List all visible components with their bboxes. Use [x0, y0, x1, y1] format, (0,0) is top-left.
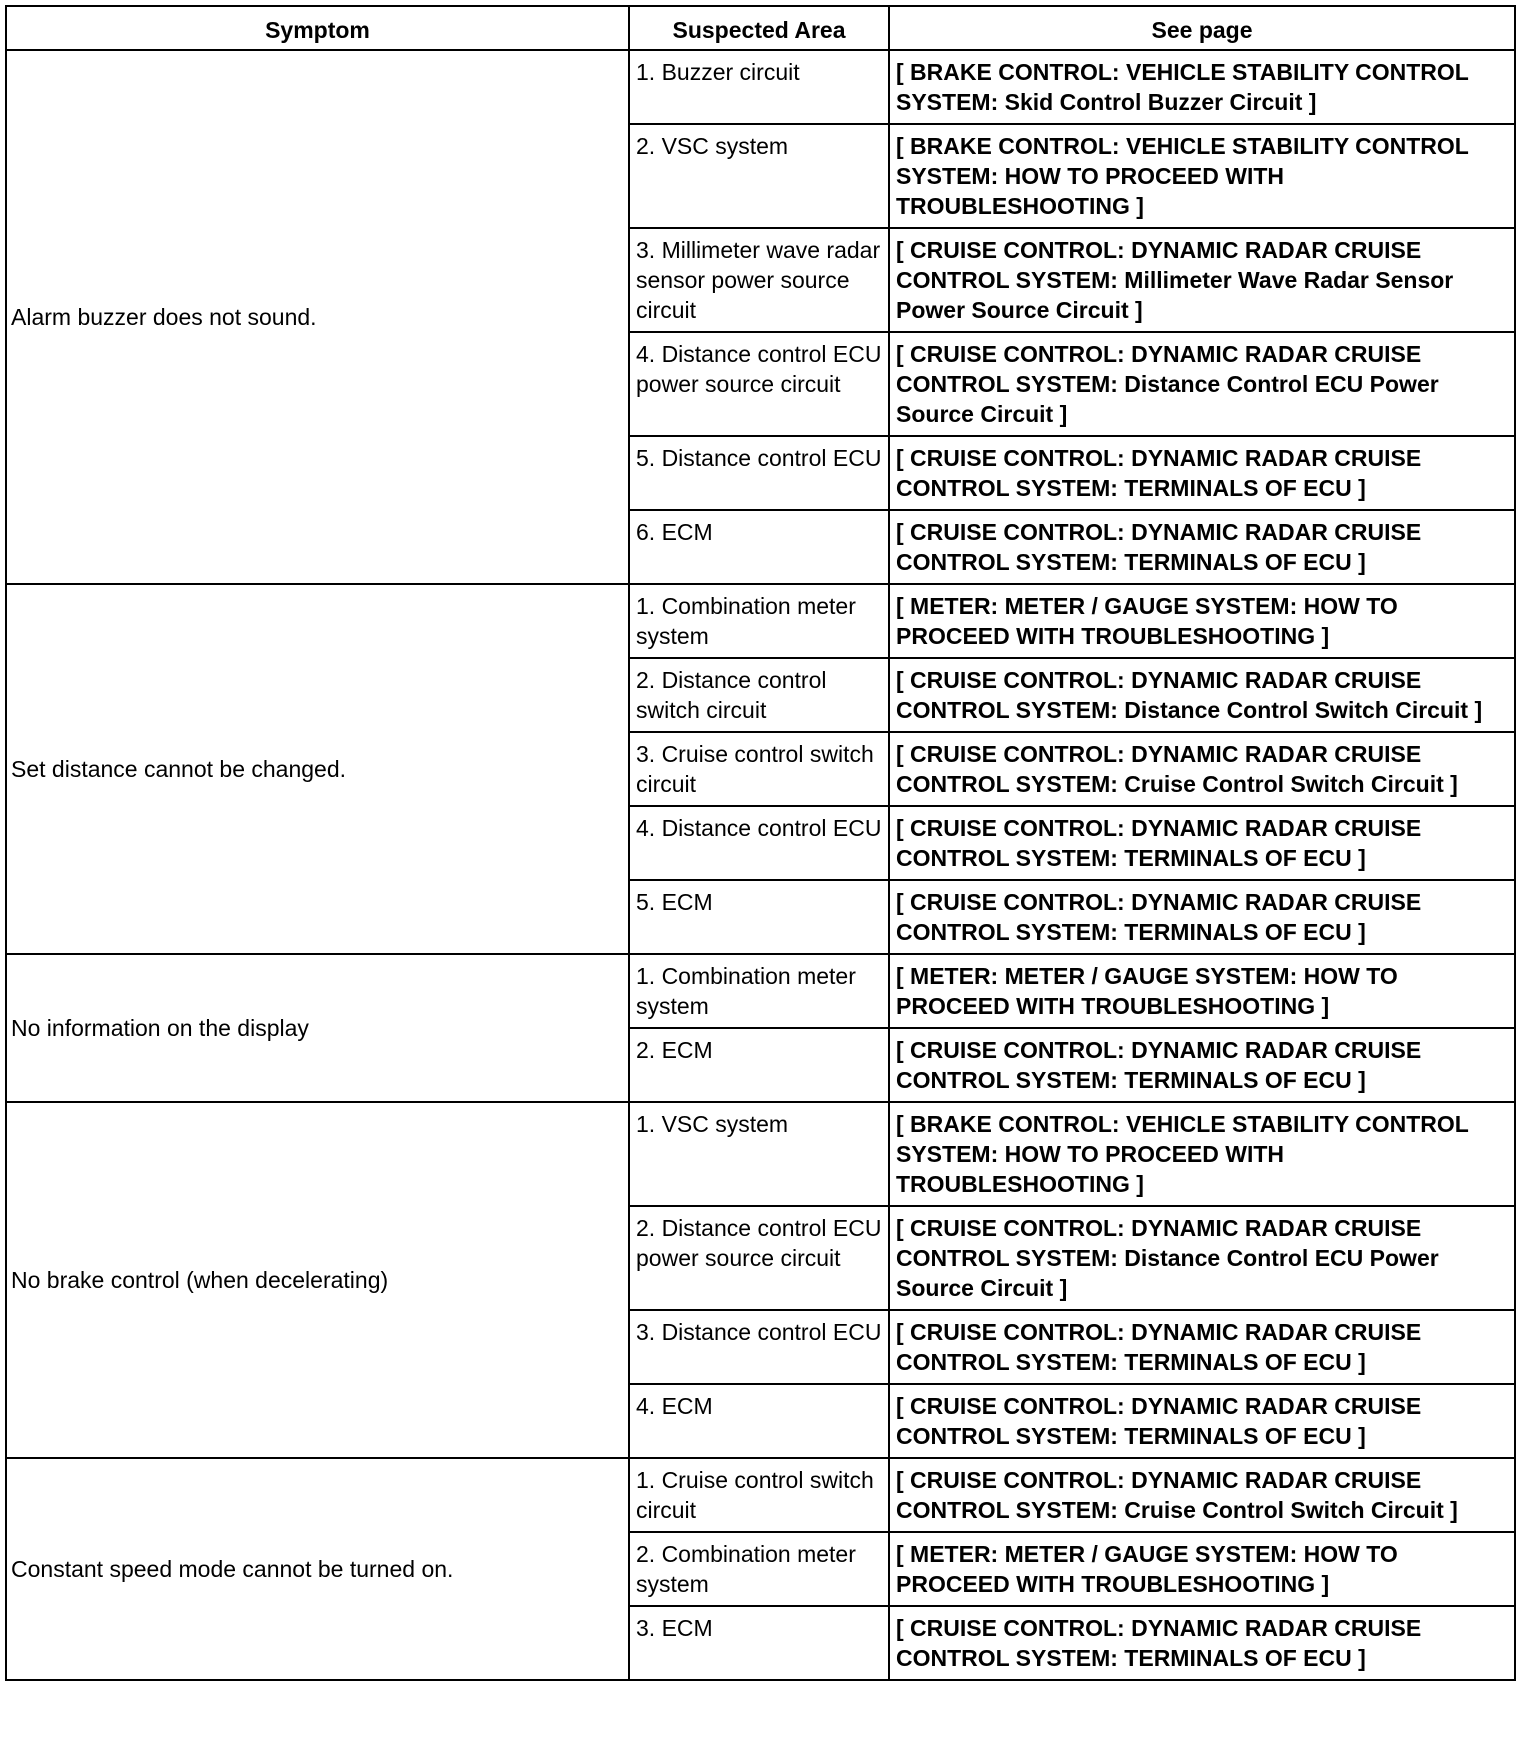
see-page-cell: [ BRAKE CONTROL: VEHICLE STABILITY CONTROL SYSTEM: HOW TO PROCEED WITH TROUBLESHOOTING ] [889, 124, 1515, 228]
suspected-area-cell: 1. Combination meter system [629, 584, 889, 658]
see-page-cell: [ CRUISE CONTROL: DYNAMIC RADAR CRUISE CONTROL SYSTEM: TERMINALS OF ECU ] [889, 1310, 1515, 1384]
suspected-area-cell: 3. ECM [629, 1606, 889, 1680]
header-suspected-area: Suspected Area [629, 6, 889, 50]
suspected-area-cell: 2. Distance control ECU power source circuit [629, 1206, 889, 1310]
table-row [6, 1458, 1515, 1532]
suspected-area-cell: 3. Cruise control switch circuit [629, 732, 889, 806]
symptom-cell: No information on the display [6, 954, 629, 1102]
header-row [6, 6, 1515, 50]
see-page-cell: [ CRUISE CONTROL: DYNAMIC RADAR CRUISE CONTROL SYSTEM: Distance Control ECU Power Source Circuit ] [889, 332, 1515, 436]
see-page-cell: [ CRUISE CONTROL: DYNAMIC RADAR CRUISE CONTROL SYSTEM: TERMINALS OF ECU ] [889, 436, 1515, 510]
suspected-area-cell: 2. Distance control switch circuit [629, 658, 889, 732]
see-page-cell: [ CRUISE CONTROL: DYNAMIC RADAR CRUISE CONTROL SYSTEM: Distance Control Switch Circuit ] [889, 658, 1515, 732]
table-row [6, 584, 1515, 658]
see-page-cell: [ CRUISE CONTROL: DYNAMIC RADAR CRUISE CONTROL SYSTEM: TERMINALS OF ECU ] [889, 1606, 1515, 1680]
header-symptom: Symptom [6, 6, 629, 50]
suspected-area-cell: 1. VSC system [629, 1102, 889, 1206]
suspected-area-cell: 1. Combination meter system [629, 954, 889, 1028]
suspected-area-cell: 2. Combination meter system [629, 1532, 889, 1606]
see-page-cell: [ CRUISE CONTROL: DYNAMIC RADAR CRUISE CONTROL SYSTEM: Cruise Control Switch Circuit ] [889, 1458, 1515, 1532]
document-page [5, 5, 1514, 1681]
symptom-cell: No brake control (when decelerating) [6, 1102, 629, 1458]
see-page-cell: [ CRUISE CONTROL: DYNAMIC RADAR CRUISE CONTROL SYSTEM: TERMINALS OF ECU ] [889, 880, 1515, 954]
suspected-area-cell: 5. Distance control ECU [629, 436, 889, 510]
suspected-area-cell: 4. ECM [629, 1384, 889, 1458]
see-page-cell: [ CRUISE CONTROL: DYNAMIC RADAR CRUISE CONTROL SYSTEM: Cruise Control Switch Circuit ] [889, 732, 1515, 806]
suspected-area-cell: 3. Distance control ECU [629, 1310, 889, 1384]
see-page-cell: [ BRAKE CONTROL: VEHICLE STABILITY CONTROL SYSTEM: HOW TO PROCEED WITH TROUBLESHOOTING ] [889, 1102, 1515, 1206]
see-page-cell: [ CRUISE CONTROL: DYNAMIC RADAR CRUISE CONTROL SYSTEM: Distance Control ECU Power Source Circuit ] [889, 1206, 1515, 1310]
see-page-cell: [ CRUISE CONTROL: DYNAMIC RADAR CRUISE CONTROL SYSTEM: TERMINALS OF ECU ] [889, 510, 1515, 584]
see-page-cell: [ METER: METER / GAUGE SYSTEM: HOW TO PROCEED WITH TROUBLESHOOTING ] [889, 584, 1515, 658]
see-page-cell: [ BRAKE CONTROL: VEHICLE STABILITY CONTROL SYSTEM: Skid Control Buzzer Circuit ] [889, 50, 1515, 124]
suspected-area-cell: 2. VSC system [629, 124, 889, 228]
troubleshooting-table [5, 5, 1516, 1681]
symptom-cell: Set distance cannot be changed. [6, 584, 629, 954]
suspected-area-cell: 6. ECM [629, 510, 889, 584]
table-row [6, 50, 1515, 124]
symptom-cell: Constant speed mode cannot be turned on. [6, 1458, 629, 1680]
suspected-area-cell: 4. Distance control ECU power source circuit [629, 332, 889, 436]
table-body [6, 50, 1515, 1680]
see-page-cell: [ METER: METER / GAUGE SYSTEM: HOW TO PROCEED WITH TROUBLESHOOTING ] [889, 1532, 1515, 1606]
suspected-area-cell: 5. ECM [629, 880, 889, 954]
suspected-area-cell: 2. ECM [629, 1028, 889, 1102]
suspected-area-cell: 1. Buzzer circuit [629, 50, 889, 124]
table-row [6, 1102, 1515, 1206]
suspected-area-cell: 4. Distance control ECU [629, 806, 889, 880]
symptom-cell: Alarm buzzer does not sound. [6, 50, 629, 584]
suspected-area-cell: 1. Cruise control switch circuit [629, 1458, 889, 1532]
header-see-page: See page [889, 6, 1515, 50]
see-page-cell: [ CRUISE CONTROL: DYNAMIC RADAR CRUISE CONTROL SYSTEM: Millimeter Wave Radar Sensor Power Source Circuit ] [889, 228, 1515, 332]
see-page-cell: [ METER: METER / GAUGE SYSTEM: HOW TO PROCEED WITH TROUBLESHOOTING ] [889, 954, 1515, 1028]
see-page-cell: [ CRUISE CONTROL: DYNAMIC RADAR CRUISE CONTROL SYSTEM: TERMINALS OF ECU ] [889, 1384, 1515, 1458]
see-page-cell: [ CRUISE CONTROL: DYNAMIC RADAR CRUISE CONTROL SYSTEM: TERMINALS OF ECU ] [889, 806, 1515, 880]
suspected-area-cell: 3. Millimeter wave radar sensor power source circuit [629, 228, 889, 332]
table-row [6, 954, 1515, 1028]
see-page-cell: [ CRUISE CONTROL: DYNAMIC RADAR CRUISE CONTROL SYSTEM: TERMINALS OF ECU ] [889, 1028, 1515, 1102]
